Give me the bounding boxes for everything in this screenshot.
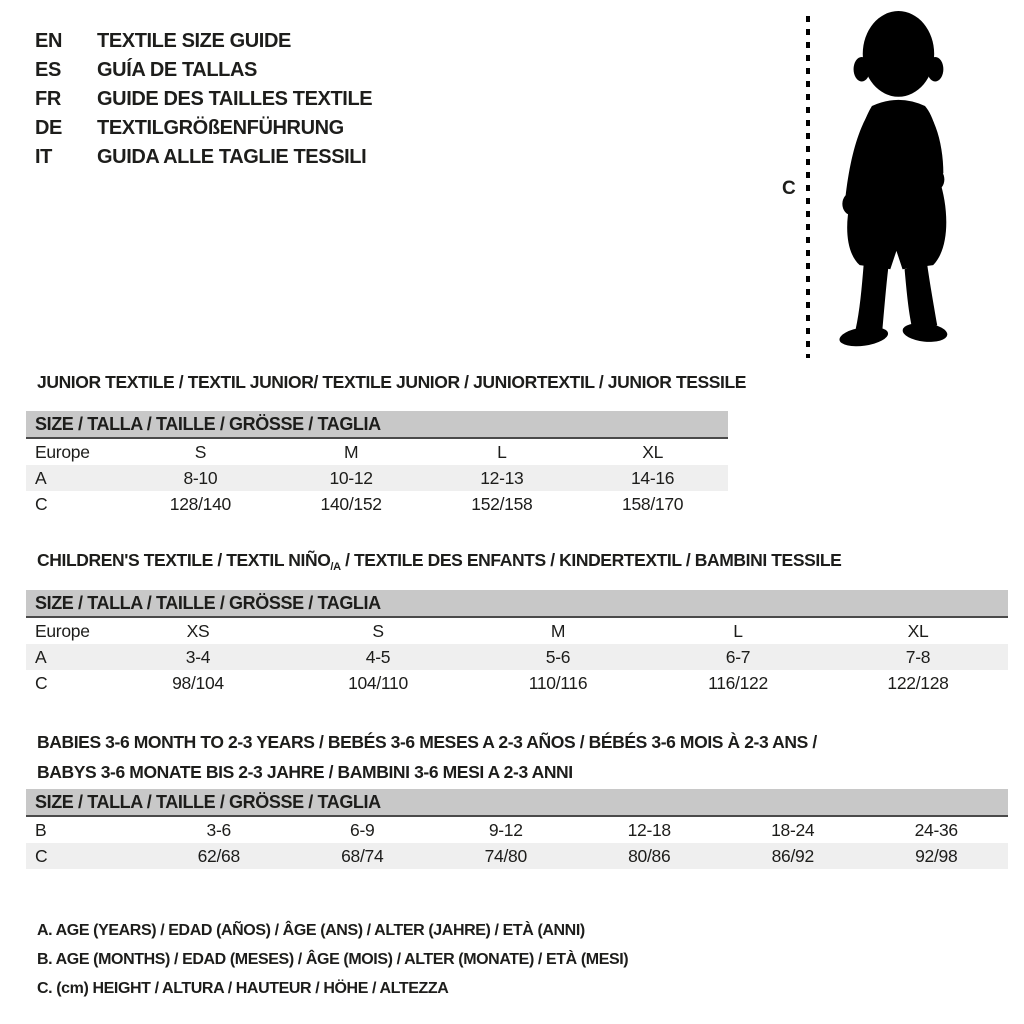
table-row <box>26 816 1008 843</box>
lang-title: TEXTILE SIZE GUIDE <box>97 30 291 52</box>
cell: 122/128 <box>887 672 949 693</box>
lang-code: IT <box>35 146 52 168</box>
lang-row-it <box>35 143 372 172</box>
lang-code: FR <box>35 88 61 110</box>
table-row <box>26 438 728 465</box>
cell: 80/86 <box>628 845 671 866</box>
babies-section-title <box>37 727 817 787</box>
junior-size-table <box>26 411 728 517</box>
cell: 62/68 <box>197 845 240 866</box>
cell: XS <box>186 620 210 641</box>
table-row <box>26 491 728 517</box>
children-section-title <box>37 550 841 573</box>
cell: 5-6 <box>545 646 571 667</box>
toddler-silhouette-icon <box>818 8 983 360</box>
row-label: C <box>35 845 48 866</box>
babies-title-line2: BABYS 3-6 MONATE BIS 2-3 JAHRE / BAMBINI 3-6 MESI A 2-3 ANNI <box>37 762 573 782</box>
cell: S <box>372 620 384 641</box>
height-dashed-line <box>806 16 810 358</box>
cell: 18-24 <box>771 819 815 840</box>
cell: 158/170 <box>622 493 684 514</box>
size-header: SIZE / TALLA / TAILLE / GRÖSSE / TAGLIA <box>26 411 728 438</box>
size-header: SIZE / TALLA / TAILLE / GRÖSSE / TAGLIA <box>26 789 1008 816</box>
cell: 152/158 <box>471 493 533 514</box>
cell: 3-4 <box>185 646 211 667</box>
lang-code: DE <box>35 117 62 139</box>
cell: M <box>343 441 359 462</box>
legend-line-c: C. (cm) HEIGHT / ALTURA / HAUTEUR / HÖHE / ALTEZZA <box>37 980 449 997</box>
cell: 98/104 <box>172 672 224 693</box>
lang-title: GUÍA DE TALLAS <box>97 59 257 81</box>
cell: 3-6 <box>206 819 231 840</box>
children-title-sub: /A <box>330 561 341 573</box>
cell: 12-18 <box>627 819 671 840</box>
cell: L <box>733 620 743 641</box>
table-row <box>26 617 1008 644</box>
cell: 4-5 <box>365 646 391 667</box>
cell: 110/116 <box>528 672 588 693</box>
cell: 92/98 <box>915 845 958 866</box>
cell: 68/74 <box>341 845 384 866</box>
row-label: A <box>35 646 47 667</box>
cell: 7-8 <box>905 646 931 667</box>
height-measure-label: C <box>782 178 796 199</box>
cell: XL <box>642 441 664 462</box>
measurement-legend <box>37 916 628 1003</box>
children-title-pre: CHILDREN'S TEXTILE / TEXTIL NIÑO <box>37 550 331 570</box>
lang-title: GUIDE DES TAILLES TEXTILE <box>97 88 373 110</box>
cell: 6-9 <box>350 819 375 840</box>
cell: 10-12 <box>329 467 373 488</box>
row-label: Europe <box>35 441 90 462</box>
row-label: B <box>35 819 47 840</box>
table-row <box>26 644 1008 670</box>
row-label: C <box>35 493 48 514</box>
lang-code: EN <box>35 30 62 52</box>
babies-title-line1: BABIES 3-6 MONTH TO 2-3 YEARS / BEBÉS 3-6 MESES A 2-3 AÑOS / BÉBÉS 3-6 MOIS À 2-3 ANS / <box>37 732 817 752</box>
children-title-post: / TEXTILE DES ENFANTS / KINDERTEXTIL / BAMBINI TESSILE <box>340 550 842 570</box>
cell: 74/80 <box>484 845 527 866</box>
lang-row-de <box>35 114 372 143</box>
cell: 12-13 <box>480 467 524 488</box>
table-header-row <box>26 411 728 438</box>
language-title-list <box>35 27 372 172</box>
lang-title: GUIDA ALLE TAGLIE TESSILI <box>97 146 367 168</box>
cell: 128/140 <box>169 493 231 514</box>
table-row <box>26 465 728 491</box>
row-label: C <box>35 672 48 693</box>
row-label: A <box>35 467 47 488</box>
lang-row-fr <box>35 85 372 114</box>
cell: 24-36 <box>914 819 958 840</box>
cell: M <box>550 620 566 641</box>
babies-size-table <box>26 789 1008 869</box>
lang-title: TEXTILGRÖßENFÜHRUNG <box>97 117 344 139</box>
table-header-row <box>26 789 1008 816</box>
cell: 104/110 <box>348 672 408 693</box>
table-row <box>26 843 1008 869</box>
children-size-table <box>26 590 1008 696</box>
lang-row-en <box>35 27 372 56</box>
lang-code: ES <box>35 59 61 81</box>
cell: 8-10 <box>183 467 218 488</box>
cell: 140/152 <box>320 493 382 514</box>
cell: 14-16 <box>630 467 675 488</box>
cell: L <box>497 441 507 462</box>
legend-line-a: A. AGE (YEARS) / EDAD (AÑOS) / ÂGE (ANS) / ALTER (JAHRE) / ETÀ (ANNI) <box>37 922 585 939</box>
cell: 86/92 <box>771 845 814 866</box>
row-label: Europe <box>35 620 90 641</box>
size-header: SIZE / TALLA / TAILLE / GRÖSSE / TAGLIA <box>26 590 1008 617</box>
legend-line-b: B. AGE (MONTHS) / EDAD (MESES) / ÂGE (MOIS) / ALTER (MONATE) / ETÀ (MESI) <box>37 951 629 968</box>
lang-row-es <box>35 56 372 85</box>
cell: S <box>194 441 207 462</box>
cell: 6-7 <box>725 646 751 667</box>
cell: 9-12 <box>488 819 523 840</box>
table-header-row <box>26 590 1008 617</box>
junior-section-title: JUNIOR TEXTILE / TEXTIL JUNIOR/ TEXTILE JUNIOR / JUNIORTEXTIL / JUNIOR TESSILE <box>37 372 747 392</box>
cell: XL <box>907 620 929 641</box>
table-row <box>26 670 1008 696</box>
cell: 116/122 <box>708 672 768 693</box>
